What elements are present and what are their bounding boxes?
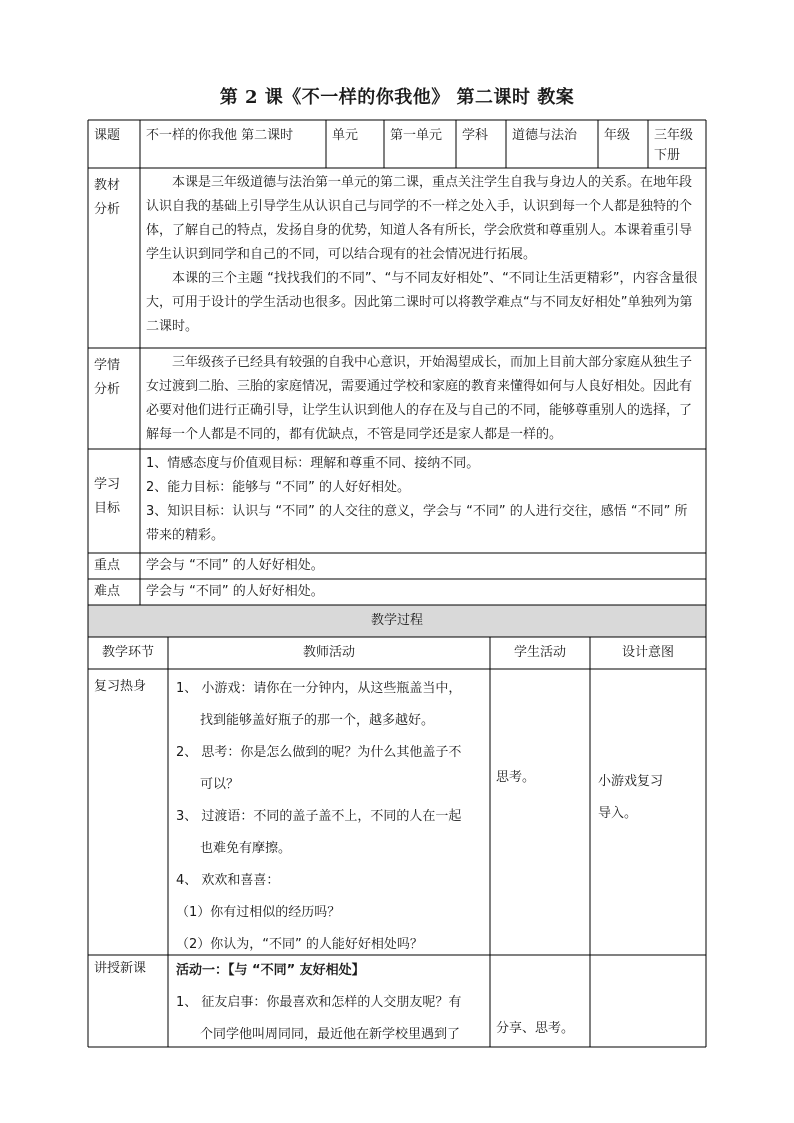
warmup-step-3: 3、 过渡语：不同的盖子盖不上，不同的人在一起 也难免有摩擦。: [176, 809, 462, 856]
unit-value: 第一单元: [390, 128, 443, 143]
key-row: [88, 553, 706, 579]
goals-label: 学习目标: [94, 477, 121, 516]
warmup-stage: 复习热身: [94, 679, 147, 694]
grade-label: 年级: [604, 128, 631, 143]
process-heading: 教学过程: [370, 613, 423, 628]
newlesson-teacher: [168, 955, 490, 1051]
topic-label: 课题: [94, 128, 121, 143]
process-heading-row: [88, 605, 706, 637]
newlesson-row: [88, 955, 706, 1047]
topic-value: 不一样的你我他 第二课时: [146, 128, 294, 143]
warmup-question-1: （1）你有过相似的经历吗？: [176, 905, 341, 920]
column-student: 学生活动: [513, 645, 566, 660]
goals-content: [140, 449, 706, 548]
warmup-step-2: 2、 思考：你是怎么做到的呢？为什么其他盖子不 可以？: [176, 745, 462, 792]
page-title: 第 2 课《不一样的你我他》 第二课时 教案: [219, 87, 575, 108]
goal-3: 3、知识目标：认识与 “不同” 的人交往的意义，学会与 “不同” 的人进行交往，感悟 “不同” 所带来的精彩。: [146, 504, 688, 543]
newlesson-activity: 活动一：【与 “不同” 友好相处】: [176, 963, 365, 978]
goal-1: 1、情感态度与价值观目标：理解和尊重不同、接纳不同。: [146, 456, 480, 471]
key-value: 学会与 “不同” 的人好好相处。: [146, 558, 324, 573]
unit-label: 单元: [332, 128, 359, 143]
difficulty-value: 学会与 “不同” 的人好好相处。: [146, 584, 324, 599]
difficulty-row: [88, 579, 706, 605]
warmup-step-1: 1、 小游戏：请你在一分钟内，从这些瓶盖当中， 找到能够盖好瓶子的那一个，越多越好。: [176, 681, 462, 728]
analysis-label: 教材分析: [94, 178, 121, 217]
analysis-paragraph-1: 本课是三年级道德与法治第一单元的第二课，重点关注学生自我与身边人的关系。在地年段认识自我的基础上引导学生从认识自己与同学的不一样之处入手，认识到每一个人都是独特的个体，了解自己的特点，发扬自身的优势，知道人各有所长，学会欣赏和尊重别人。本课着重引导学生认识到同学和自己的不同，可以结合现有的社会情况进行拓展。: [146, 175, 693, 262]
learner-paragraph: 三年级孩子已经具有较强的自我中心意识，开始渴望成长，而加上目前大部分家庭从独生子女过渡到二胎、三胎的家庭情况，需要通过学校和家庭的教育来懂得如何与人良好相处。因此有必要对他们进行正确引导，让学生认识到他人的存在及与自己的不同，能够尊重别人的选择，了解每一个人都是不同的，都有优缺点，不管是同学还是家人都是一样的。: [146, 355, 693, 442]
goal-2: 2、能力目标：能够与 “不同” 的人好好相处。: [146, 480, 411, 495]
analysis-row: [88, 168, 706, 348]
process-columns-row: [88, 637, 706, 669]
key-label: 重点: [94, 558, 121, 573]
newlesson-student: 分享、思考。: [496, 1021, 575, 1036]
warmup-student: 思考。: [496, 770, 536, 785]
learner-content: [140, 348, 706, 447]
warmup-teacher: [168, 669, 490, 961]
newlesson-step-1: 1、 征友启事：你最喜欢和怎样的人交朋友呢？有 个同学他叫周同同，最近他在新学校里遇到了: [176, 995, 462, 1042]
column-intent: 设计意图: [621, 645, 674, 660]
goals-row: [88, 449, 706, 553]
header-row: [88, 120, 706, 168]
warmup-question-2: （2）你认为，“不同” 的人能好好相处吗？: [176, 937, 423, 952]
warmup-intent: [590, 669, 706, 830]
analysis-content: [140, 168, 706, 339]
newlesson-stage: 讲授新课: [94, 961, 147, 976]
warmup-intent-line-1: 小游戏复习: [598, 774, 664, 789]
subject-value: 道德与法治: [512, 128, 578, 143]
column-stage: 教学环节: [101, 645, 154, 660]
learner-label: 学情分析: [94, 358, 121, 397]
column-teacher: 教师活动: [302, 645, 355, 660]
grade-value: 三年级下册: [654, 128, 694, 163]
subject-label: 学科: [462, 128, 489, 143]
difficulty-label: 难点: [94, 584, 121, 599]
learner-row: [88, 348, 706, 449]
warmup-row: [88, 669, 706, 955]
analysis-paragraph-2: 本课的三个主题 “找找我们的不同”、“与不同友好相处”、“不同让生活更精彩”，内容含量很大，可用于设计的学生活动也很多。因此第二课时可以将教学难点“与不同友好相处”单独列为第二课时。: [146, 271, 698, 334]
warmup-step-4: 4、 欢欢和喜喜：: [176, 873, 280, 888]
warmup-intent-line-2: 导入。: [598, 806, 638, 821]
